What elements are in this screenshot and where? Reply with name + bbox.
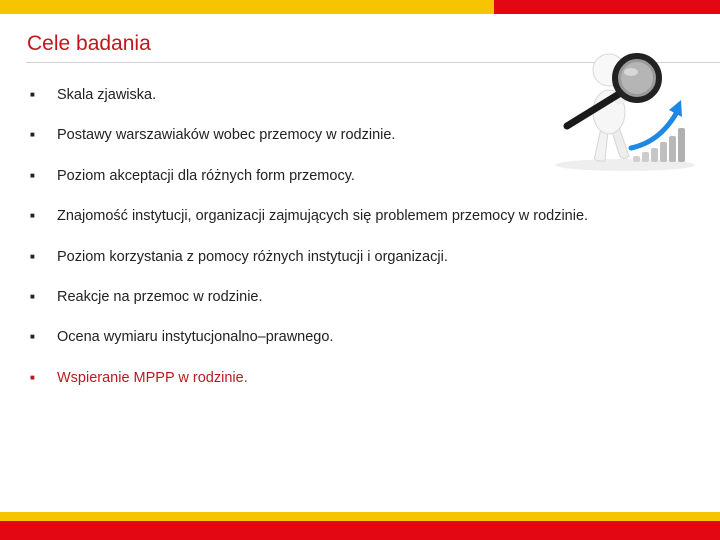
square-bullet-icon: ■ [30, 170, 35, 180]
square-bullet-icon: ■ [30, 372, 35, 382]
square-bullet-icon: ■ [30, 291, 35, 301]
bullet-item: ■ Poziom korzystania z pomocy różnych instytucji i organizacji. [30, 248, 448, 265]
bullet-item: ■ Reakcje na przemoc w rodzinie. [30, 288, 263, 305]
person-magnifying-glass-illustration [545, 30, 705, 180]
bullet-item: ■ Ocena wymiaru instytucjonalno–prawnego. [30, 329, 334, 346]
bullet-item: ■ Znajomość instytucji, organizacji zajmujących się problemem przemocy w rodzinie. [30, 208, 589, 225]
square-bullet-icon: ■ [30, 90, 35, 99]
bullet-item: ■ Poziom akceptacji dla różnych form przemocy. [30, 167, 355, 184]
bottom-accent-bar [0, 512, 720, 540]
bullet-item: ■ Postawy warszawiaków wobec przemocy w rodzinie. [30, 127, 396, 144]
bullet-item: ■ Skala zjawiska. [30, 87, 157, 103]
bottom-bar-red [0, 521, 720, 540]
top-bar-yellow [0, 0, 494, 14]
square-bullet-icon: ■ [30, 211, 35, 221]
top-accent-bar [0, 0, 720, 14]
square-bullet-icon: ■ [30, 130, 35, 140]
growth-chart-icon [631, 100, 685, 162]
top-bar-red [494, 0, 720, 14]
slide-title: Cele badania [27, 32, 151, 55]
bottom-bar-yellow [0, 512, 720, 521]
bullet-item-highlighted: ■ Wspieranie MPPP w rodzinie. [30, 369, 248, 386]
square-bullet-icon: ■ [30, 332, 35, 342]
square-bullet-icon: ■ [30, 251, 35, 261]
